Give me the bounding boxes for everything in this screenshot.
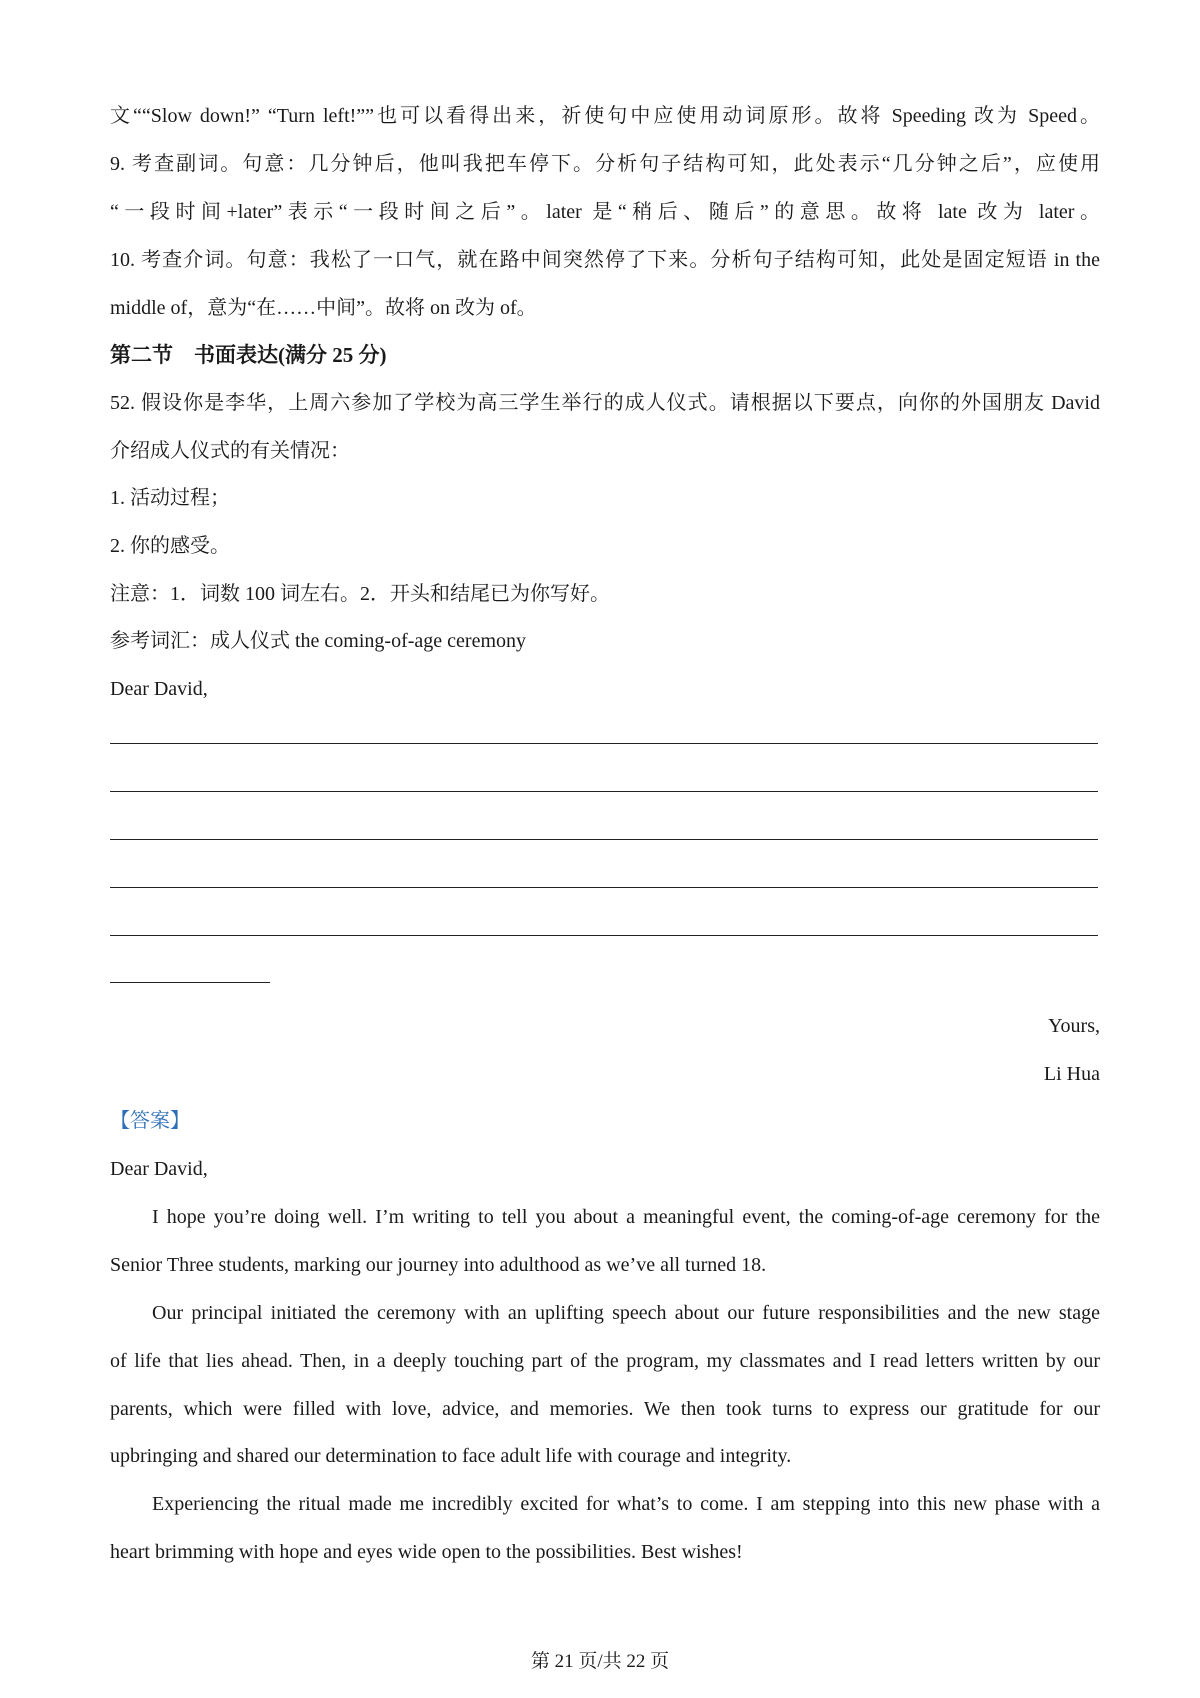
writing-line-3: [110, 839, 1098, 840]
answer-line-5: parents, which were filled with love, advice, and memories. We then took turns to express our gratitude for our: [110, 1398, 1100, 1420]
explanation-line-2: 9. 考查副词。句意：几分钟后，他叫我把车停下。分析句子结构可知，此处表示“几分钟之后”，应使用: [110, 153, 1100, 175]
answer-line-1: I hope you’re doing well. I’m writing to tell you about a meaningful event, the coming-of-age ceremony for the: [152, 1206, 1100, 1228]
writing-line-4: [110, 887, 1098, 888]
question-prompt-line-1: 52. 假设你是李华，上周六参加了学校为高三学生举行的成人仪式。请根据以下要点，向你的外国朋友 David: [110, 392, 1100, 414]
question-prompt-line-2: 介绍成人仪式的有关情况：: [110, 440, 350, 462]
explanation-line-1: 文““Slow down!” “Turn left!””也可以看得出来，祈使句中应使用动词原形。故将 Speeding 改为 Speed。: [110, 105, 1100, 127]
question-signature: Li Hua: [1043, 1063, 1100, 1085]
question-closing: Yours,: [1048, 1015, 1100, 1037]
answer-tag: 【答案】: [110, 1110, 190, 1132]
question-note: 注意：1．词数 100 词左右。2．开头和结尾已为你写好。: [110, 583, 610, 605]
question-point-1: 1. 活动过程；: [110, 487, 230, 509]
question-salutation: Dear David,: [110, 678, 208, 700]
answer-line-3: Our principal initiated the ceremony with an uplifting speech about our future responsibilities and the new stage: [152, 1302, 1100, 1324]
answer-line-7: Experiencing the ritual made me incredibly excited for what’s to come. I am stepping into this new phase with a: [152, 1493, 1100, 1515]
answer-line-6: upbringing and shared our determination to face adult life with courage and integrity.: [110, 1445, 792, 1467]
explanation-line-4: 10. 考查介词。句意：我松了一口气，就在路中间突然停了下来。分析句子结构可知，此处是固定短语 in the: [110, 249, 1100, 271]
explanation-line-3: “一段时间+later”表示“一段时间之后”。later 是“稍后、随后”的意思。故将 late 改为 later。: [110, 201, 1100, 223]
writing-line-6: [110, 982, 270, 983]
answer-line-4: of life that lies ahead. Then, in a deeply touching part of the program, my classmates and I read letters written by our: [110, 1350, 1100, 1372]
writing-line-2: [110, 791, 1098, 792]
answer-salutation: Dear David,: [110, 1158, 208, 1180]
writing-line-5: [110, 935, 1098, 936]
answer-line-2: Senior Three students, marking our journey into adulthood as we’ve all turned 18.: [110, 1254, 767, 1276]
explanation-line-5: middle of，意为“在……中间”。故将 on 改为 of。: [110, 297, 537, 319]
writing-line-1: [110, 743, 1098, 744]
answer-line-8: heart brimming with hope and eyes wide open to the possibilities. Best wishes!: [110, 1541, 743, 1563]
question-vocab: 参考词汇：成人仪式 the coming-of-age ceremony: [110, 630, 527, 652]
question-point-2: 2. 你的感受。: [110, 535, 230, 557]
section-heading: 第二节 书面表达(满分 25 分): [110, 343, 387, 367]
page-number: 第 21 页/共 22 页: [530, 1651, 670, 1672]
